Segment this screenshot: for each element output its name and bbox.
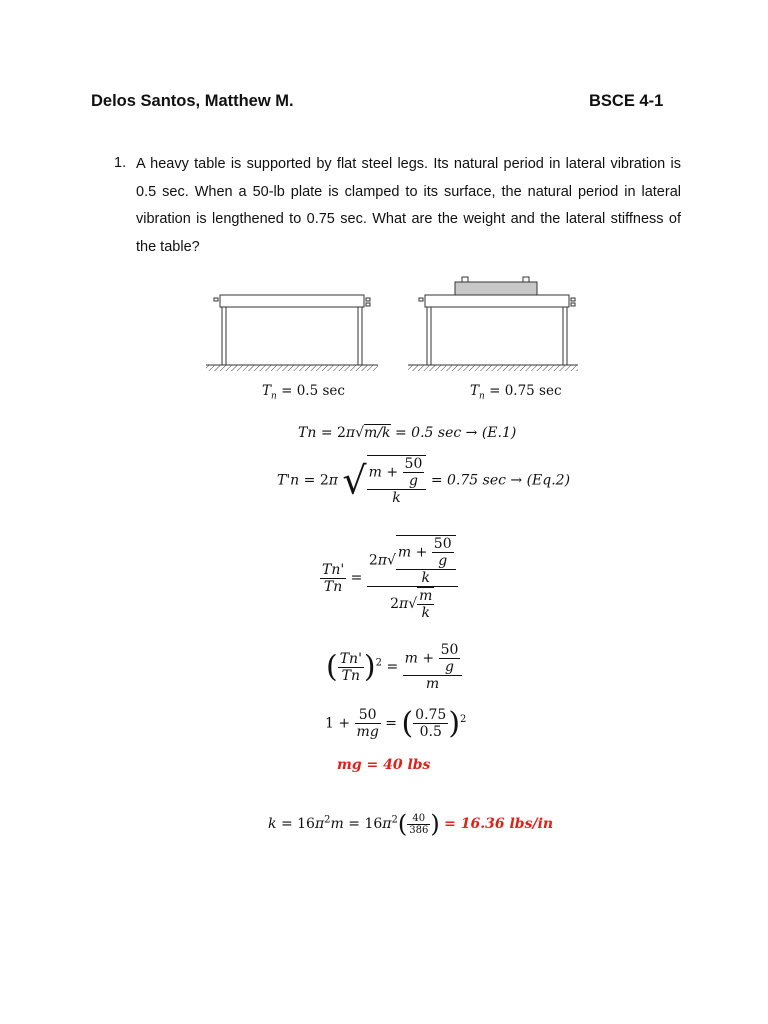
student-name: Delos Santos, Matthew M. <box>91 92 294 110</box>
equation-1: Tn = 2π√m/k = 0.5 sec → (E.1) <box>298 425 517 441</box>
section-label: BSCE 4-1 <box>589 92 664 110</box>
equation-3: $\frac{Tn'}{Tn}$ = 2π√ m + $\frac{50}{g}$ k 2π√ $\frac{m}{k}$ <box>320 535 458 621</box>
caption-left: $T_n = 0.5$ sec <box>262 383 345 402</box>
table-with-plate <box>408 277 578 371</box>
stiffness-equation: $k = 16\pi^2m = 16\pi^2$( $\frac{40}{386}$ ) = 16.36 lbs/in <box>268 810 554 838</box>
equation-5: 1 + $\frac{50}{mg}$ = ( $\frac{0.75}{0.5}$ )$^2$ <box>325 706 467 741</box>
weight-result: mg = 40 lbs <box>337 757 431 773</box>
caption-right: $T_n = 0.75$ sec <box>470 383 562 402</box>
table-without-plate <box>206 295 378 371</box>
problem-statement: A heavy table is supported by flat steel legs. Its natural period in lateral vibration is 0.5 sec. When a 50-lb plate is clamped to its surface, the natural period in lateral vibration is lengthened to 0.75 sec. What are the weight and the lateral stiffness of the table? <box>136 156 681 255</box>
problem-number: 1. <box>114 155 127 171</box>
equation-4: ( $\frac{Tn'}{Tn}$ )$^2$ = m + $\frac{50}{g}$ m <box>326 642 462 692</box>
table-diagram <box>200 272 580 372</box>
equation-2: T'n = 2π √ m + $\frac{50}{g}$ k = 0.75 sec → (Eq.2) <box>277 456 571 506</box>
stiffness-result: = 16.36 lbs/in <box>444 816 554 832</box>
